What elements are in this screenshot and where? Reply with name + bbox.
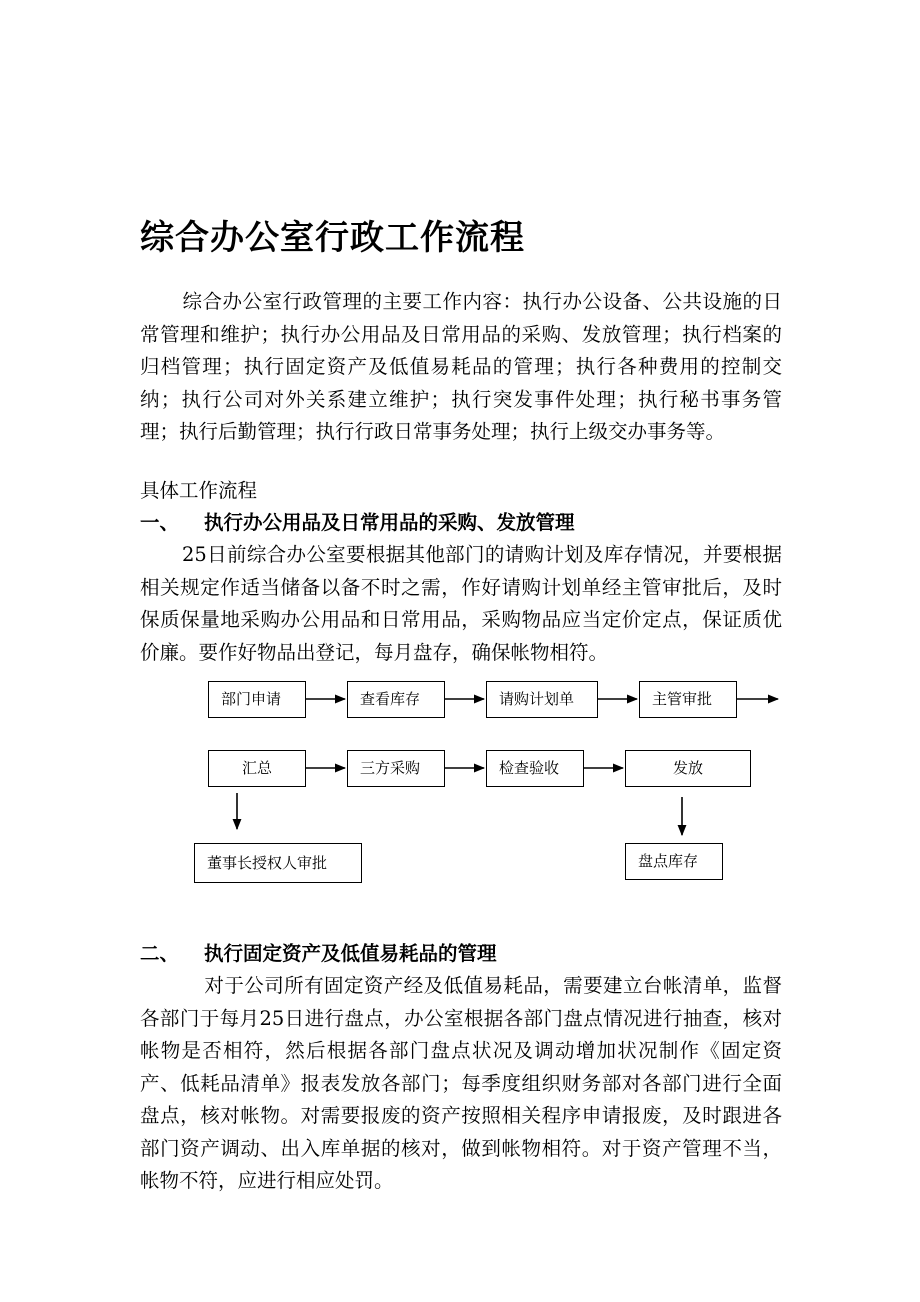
flow-box-check-inventory: 查看库存 xyxy=(347,681,445,718)
section1-number: 一、 xyxy=(140,511,180,534)
subtitle: 具体工作流程 xyxy=(140,479,258,502)
section1-body: 25日前综合办公室要根据其他部门的请购计划及库存情况，并要根据相关规定作适当储备以备不时之需，作好请购计划单经主管审批后，及时保质保量地采购办公用品和日常用品，采购物品应当定价定点，保证质优价廉。要作好物品出登记，每月盘存，确保帐物相符。 xyxy=(140,543,782,664)
flow-box-inspection: 检查验收 xyxy=(486,750,584,787)
flow-box-summary: 汇总 xyxy=(208,750,306,787)
section2-body: 对于公司所有固定资产经及低值易耗品，需要建立台帐清单，监督各部门于每月25日进行盘点，办公室根据各部门盘点情况进行抽查，核对帐物是否相符，然后根据各部门盘点状况及调动增加状况制作《固定资产、低耗品清单》报表发放各部门；每季度组织财务部对各部门进行全面盘点，核对帐物。对需要报废的资产按照相关程序申请报废，及时跟进各部门资产调动、出入库单据的核对，做到帐物相符。对于资产管理不当，帐物不符，应进行相应处罚。 xyxy=(140,974,782,1192)
section2-paragraph xyxy=(140,970,782,1198)
flow-box-three-party-purchase: 三方采购 xyxy=(347,750,445,787)
section2-number: 二、 xyxy=(140,942,180,965)
intro-text: 综合办公室行政管理的主要工作内容：执行办公设备、公共设施的日常管理和维护；执行办公用品及日常用品的采购、发放管理；执行档案的归档管理；执行固定资产及低值易耗品的管理；执行各种费用的控制交纳；执行公司对外关系建立维护；执行突发事件处理；执行秘书事务管理；执行后勤管理；执行行政日常事务处理；执行上级交办事务等。 xyxy=(140,290,782,443)
flow-box-purchase-plan: 请购计划单 xyxy=(486,681,598,718)
flow-box-inventory-count: 盘点库存 xyxy=(625,843,723,880)
flow-box-distribution: 发放 xyxy=(625,750,751,787)
section1-heading-text: 执行办公用品及日常用品的采购、发放管理 xyxy=(204,511,575,534)
section2-heading xyxy=(140,938,497,971)
section2-heading-text: 执行固定资产及低值易耗品的管理 xyxy=(204,942,497,965)
document-title: 综合办公室行政工作流程 xyxy=(140,218,525,258)
flow-box-chairman-approval: 董事长授权人审批 xyxy=(194,843,362,883)
flow-box-manager-approval: 主管审批 xyxy=(639,681,737,718)
flow-box-department-request: 部门申请 xyxy=(208,681,306,718)
